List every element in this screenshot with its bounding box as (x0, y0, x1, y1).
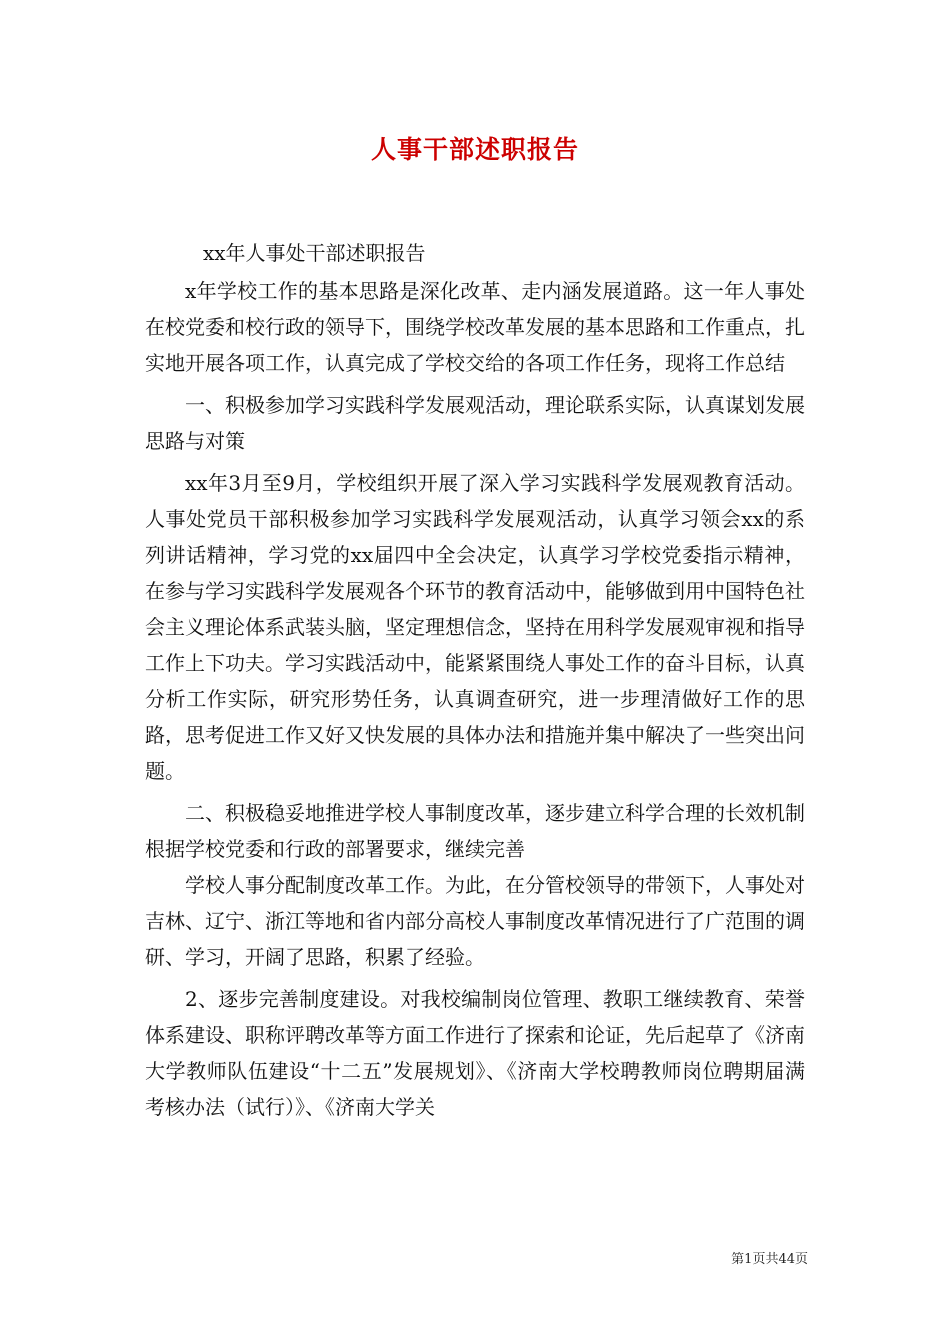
document-subtitle: xx年人事处干部述职报告 (203, 241, 426, 265)
document-title: 人事干部述职报告 (370, 135, 579, 164)
paragraph-section-one-body: xx年3月至9月，学校组织开展了深入学习实践科学发展观教育活动。人事处党员干部积极参加学习实践科学发展观活动，认真学习领会xx的系列讲话精神，学习党的xx届四中全会决定，认真学习学校党委指示精神，在参与学习实践科学发展观各个环节的教育活动中，能够做到用中国特色社会主义理论体系武装头脑，坚定理想信念，坚持在用科学发展观审视和指导工作上下功夫。学习实践活动中，能紧紧围绕人事处工作的奋斗目标，认真分析工作实际，研究形势任务，认真调查研究，进一步理清做好工作的思路，思考促进工作又好又快发展的具体办法和措施并集中解决了一些突出问题。 (145, 471, 805, 783)
paragraph-section-two-heading: 二、积极稳妥地推进学校人事制度改革，逐步建立科学合理的长效机制根据学校党委和行政的部署要求，继续完善 (145, 801, 805, 861)
paragraph-intro: x年学校工作的基本思路是深化改革、走内涵发展道路。这一年人事处在校党委和校行政的领导下，围绕学校改革发展的基本思路和工作重点，扎实地开展各项工作，认真完成了学校交给的各项工作任务，现将工作总结 (145, 279, 805, 375)
page-number: 第1页共44页 (731, 1252, 808, 1267)
document-body (145, 235, 805, 1125)
paragraph-item-two: 2、逐步完善制度建设。对我校编制岗位管理、教职工继续教育、荣誉体系建设、职称评聘改革等方面工作进行了探索和论证，先后起草了《济南大学教师队伍建设“十二五”发展规划》、《济南大学校聘教师岗位聘期届满考核办法（试行）》、《济南大学关 (145, 987, 805, 1119)
paragraph-section-one-heading: 一、积极参加学习实践科学发展观活动，理论联系实际，认真谋划发展思路与对策 (145, 393, 805, 453)
paragraph-section-two-body: 学校人事分配制度改革工作。为此，在分管校领导的带领下，人事处对吉林、辽宁、浙江等地和省内部分高校人事制度改革情况进行了广范围的调研、学习，开阔了思路，积累了经验。 (145, 873, 805, 969)
